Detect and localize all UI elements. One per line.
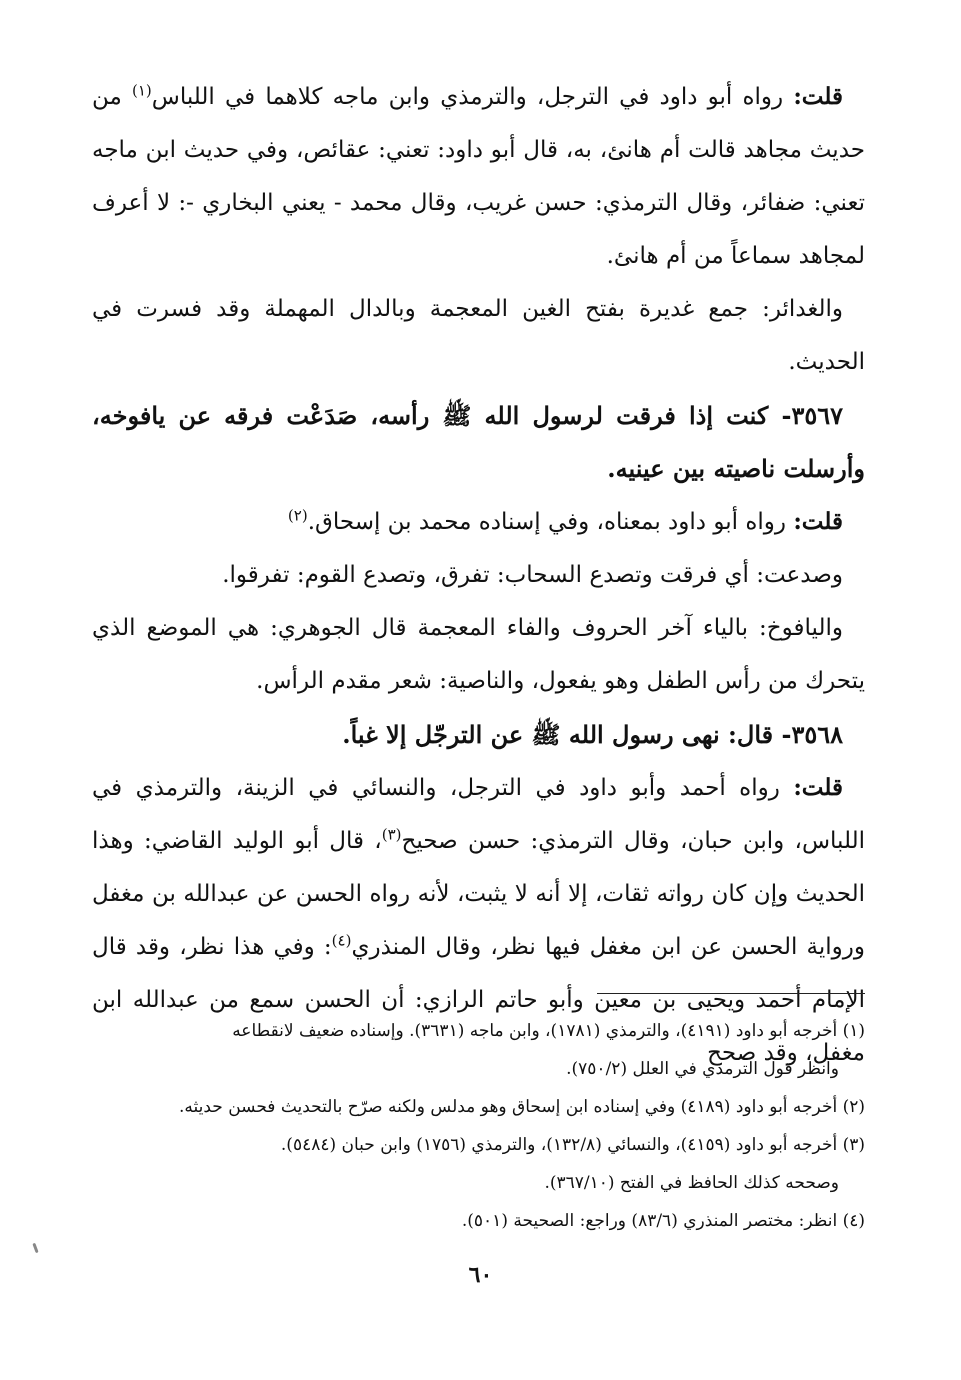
paragraph-text: من حديث مجاهد قالت أم هانئ، به، قال أبو داود: تعني: عقائص، وفي حديث ابن ماجه تعني: ضفائر، وقال الترمذي: حسن غريب، وقال محمد - يعني البخاري -: لا أعرف لمجاهد سماعاً من أم هانئ. xyxy=(92,84,865,269)
paragraph-text: رواه أبو داود بمعناه، وفي إسناده محمد بن إسحاق. xyxy=(307,509,794,535)
hadith-3567: ٣٥٦٧- كنت إذا فرقت لرسول الله ﷺ رأسه، صَدَعْت فرقه عن يافوخه، وأرسلت ناصيته بين عينيه. xyxy=(92,401,865,483)
footnote-3-continuation: وصححه كذلك الحافظ في الفتح (٣٦٧/١٠). xyxy=(544,1173,839,1193)
paragraph-text: والغدائر: جمع غديرة بفتح الغين المعجمة وبالدال المهملة وقد فسرت في الحديث. xyxy=(92,296,865,375)
footnote-ref: (٢) xyxy=(287,506,308,525)
footnote-ref: (٤) xyxy=(331,931,352,950)
paragraph-3 xyxy=(92,495,865,549)
paragraph-text: : وفي هذا نظر، وقد قال الإمام أحمد ويحيى بن معين وأبو حاتم الرازي: أن الحسن سمع من عبدالله ابن مغفل، وقد صحح xyxy=(92,934,865,1066)
hadith-3568: ٣٥٦٨- قال: نهى رسول الله ﷺ عن الترجّل إلا غباً. xyxy=(342,720,843,749)
page-number: ٦٠ xyxy=(468,1262,493,1288)
scan-speck xyxy=(32,1243,38,1253)
footnote-1-continuation: وانظر قول الترمذي في العلل (٧٥٠/٢). xyxy=(566,1059,839,1079)
qultu-label: قلت: xyxy=(793,83,843,110)
footnote-2: (٢) أخرجه أبو داود (٤١٨٩) وفي إسناده ابن إسحاق وهو مدلس ولكنه صرّح بالتحديث فحسن حديثه. xyxy=(179,1097,865,1117)
footnote-3: (٣) أخرجه أبو داود (٤١٥٩)، والنسائي (١٣٢/٨)، والترمذي (١٧٥٦) وابن حبان (٥٤٨٤). xyxy=(280,1135,865,1155)
main-text xyxy=(92,70,865,1080)
paragraph-text: واليافوخ: بالياء آخر الحروف والفاء المعجمة قال الجوهري: هي الموضع الذي يتحرك من رأس الطفل وهو يفعول، والناصية: شعر مقدم الرأس. xyxy=(92,615,865,694)
qultu-label: قلت: xyxy=(793,774,843,801)
paragraph-4 xyxy=(92,549,865,602)
footnote-4: (٤) انظر: مختصر المنذري (٨٣/٦) وراجع: الصحيحة (٥٠١). xyxy=(461,1211,865,1231)
paragraph-5 xyxy=(92,602,865,708)
paragraph-2 xyxy=(92,283,865,389)
footnote-ref: (٣) xyxy=(381,825,402,844)
footnote-ref: (١) xyxy=(132,81,152,100)
footnote-separator xyxy=(597,993,865,994)
paragraph-text: رواه أحمد وأبو داود في الترجل، والنسائي في الزينة، والترمذي في اللباس، وابن حبان، وقال الترمذي: حسن صحيح xyxy=(92,775,865,854)
paragraph-1 xyxy=(92,70,865,283)
paragraph-text: وصدعت: أي فرقت وتصدع السحاب: تفرق، وتصدع القوم: تفرقوا. xyxy=(222,562,843,588)
footnotes xyxy=(92,1012,865,1240)
paragraph-text: ، قال أبو الوليد القاضي: وهذا الحديث وإن كان رواته ثقات، إلا أنه لا يثبت، لأنه رواه الحسن عن عبدالله بن مغفل ورواية الحسن عن ابن مغفل فيها نظر، وقال المنذري xyxy=(92,828,865,960)
footnote-1: (١) أخرجه أبو داود (٤١٩١)، والترمذي (١٧٨١)، وابن ماجه (٣٦٣١). وإسناده ضعيف لانقطاعه xyxy=(232,1021,865,1041)
paragraph-text: رواه أبو داود في الترجل، والترمذي وابن ماجه كلاهما في اللباس xyxy=(151,84,794,110)
qultu-label: قلت: xyxy=(793,508,843,535)
